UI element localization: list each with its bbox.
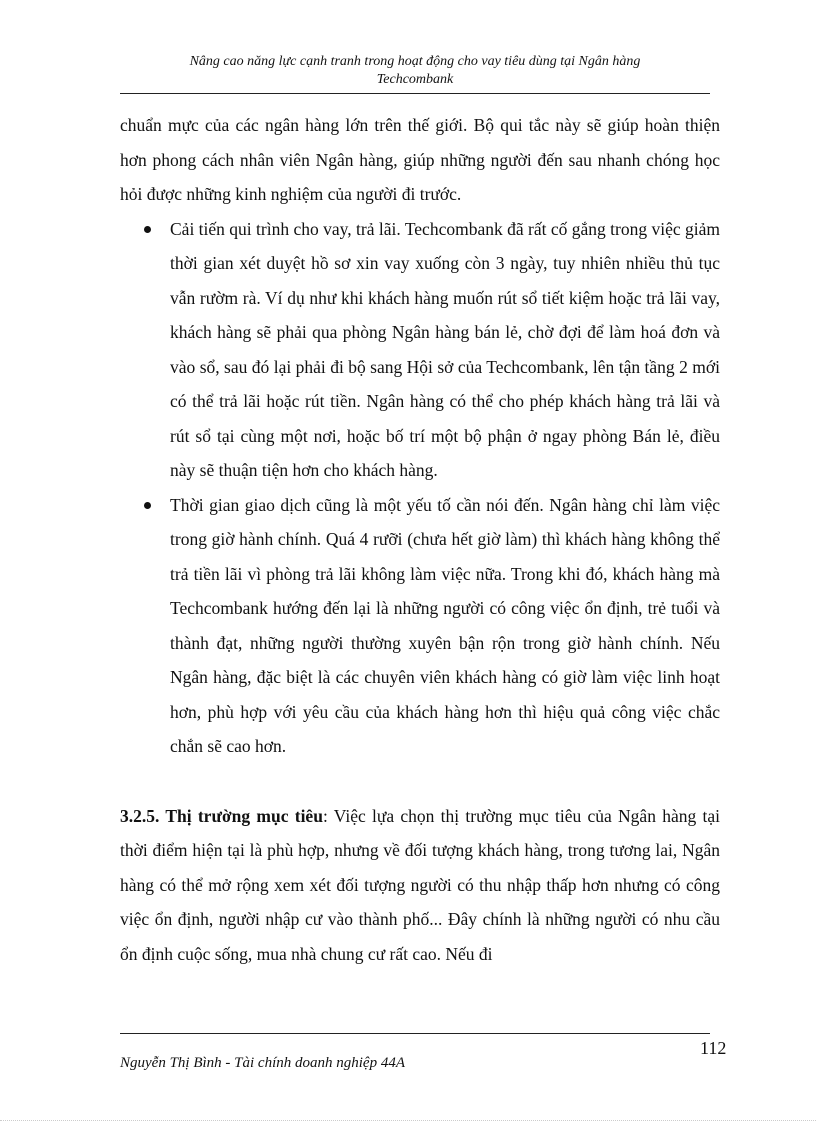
footer-author: Nguyễn Thị Bình - Tài chính doanh nghiệp 44A — [120, 1055, 405, 1071]
header-divider — [120, 93, 710, 94]
bullet-text: Cải tiến qui trình cho vay, trả lãi. Techcombank đã rất cố gắng trong việc giảm thời gian xét duyệt hồ sơ xin vay xuống còn 3 ngày, tuy nhiên nhiều thủ tục vẫn rườm rà. Ví dụ như khi khách hàng muốn rút sổ tiết kiệm hoặc trả lãi vay, khách hàng sẽ phải qua phòng Ngân hàng bán lẻ, chờ đợi để làm hoá đơn và vào sổ, sau đó lại phải đi bộ sang Hội sở của Techcombank, lên tận tầng 2 mới có thể trả lãi hoặc rút tiền. Ngân hàng có thể cho phép khách hàng trả lãi và rút sổ tại cùng một nơi, hoặc bố trí một bộ phận ở ngay phòng Bán lẻ, điều này sẽ thuận tiện hơn cho khách hàng. — [170, 218, 720, 480]
bullet-item-transaction-time — [120, 488, 720, 764]
bullet-dot-icon — [144, 502, 151, 509]
bullet-text: Thời gian giao dịch cũng là một yếu tố cần nói đến. Ngân hàng chỉ làm việc trong giờ hành chính. Quá 4 rưỡi (chưa hết giờ làm) thì khách hàng không thể trả tiền lãi vì phòng trả lãi không làm việc nữa. Trong khi đó, khách hàng mà Techcombank hướng đến lại là những người có công việc ổn định, trẻ tuổi và thành đạt, những người thường xuyên bận rộn trong giờ hành chính. Nếu Ngân hàng, đặc biệt là các chuyên viên khách hàng có giờ làm việc linh hoạt hơn, phù hợp với yêu cầu của khách hàng hơn thì hiệu quả công việc chắc chắn sẽ cao hơn. — [170, 494, 720, 756]
footer-divider — [120, 1033, 710, 1034]
section-paragraph — [120, 799, 720, 972]
page-number: 112 — [700, 1038, 727, 1058]
page-body — [120, 108, 720, 971]
section-text: : Việc lựa chọn thị trường mục tiêu của Ngân hàng tại thời điểm hiện tại là phù hợp, nhưng về đối tượng khách hàng, trong tương lai, Ngân hàng có thể mở rộng xem xét đối tượng người có thu nhập thấp hơn nhưng có công việc ổn định, người nhập cư vào thành phố... Đây chính là những người có nhu cầu ổn định cuộc sống, mua nhà chung cư rất cao. Nếu đi — [120, 805, 720, 964]
section-heading: 3.2.5. Thị trường mục tiêu — [120, 805, 323, 826]
intro-paragraph: chuẩn mực của các ngân hàng lớn trên thế giới. Bộ qui tắc này sẽ giúp hoàn thiện hơn phong cách nhân viên Ngân hàng, giúp những người đến sau nhanh chóng học hỏi được những kinh nghiệm của người đi trước. — [120, 115, 720, 204]
bullet-item-loan-process — [120, 212, 720, 488]
bottom-border — [0, 1120, 816, 1121]
header-title-line-2: Techcombank — [376, 72, 454, 87]
bullet-dot-icon — [144, 226, 151, 233]
page-header — [120, 53, 710, 89]
header-title-line-1: Nâng cao năng lực cạnh tranh trong hoạt động cho vay tiêu dùng tại Ngân hàng — [189, 54, 641, 69]
